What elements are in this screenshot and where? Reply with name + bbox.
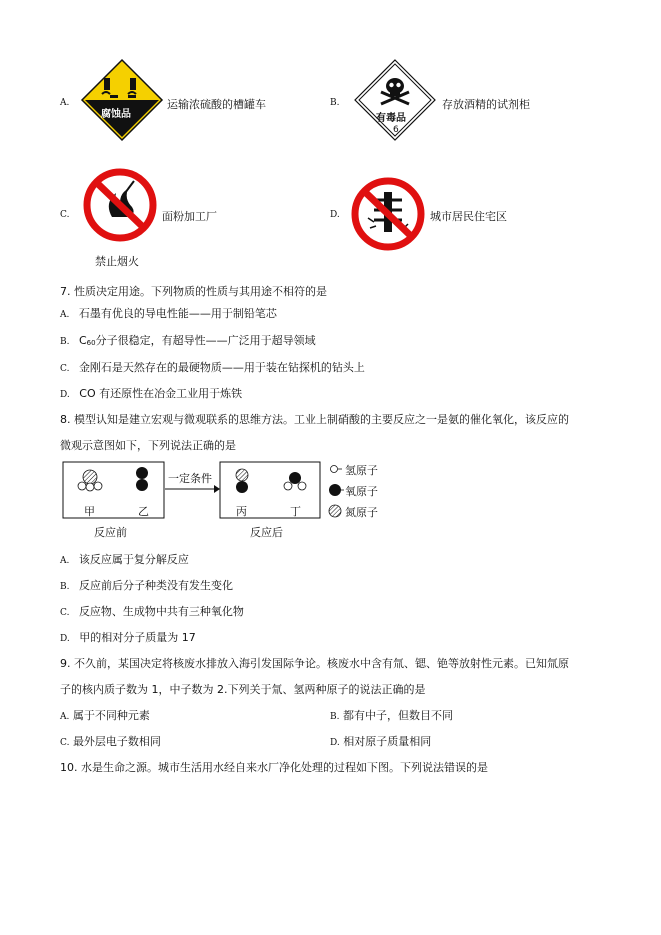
label-ding: 丁 [290, 505, 301, 518]
q9-option-a: A. 属于不同种元素 [60, 709, 150, 722]
q9-option-b: B. 都有中子，但数目不同 [330, 709, 453, 722]
option-text: 存放酒精的试剂柜 [442, 98, 530, 111]
toxic-sign-text: 有毒品 [376, 113, 406, 124]
label-before: 反应前 [94, 526, 127, 539]
q7-option-b: B. $C_{60}$分子很稳定，有超导性——广泛用于超导领域 [60, 334, 316, 347]
question-8-stem-line2: 微观示意图如下，下列说法正确的是 [60, 439, 236, 452]
sign-caption: 禁止烟火 [95, 255, 139, 268]
question-7-stem: 7. 性质决定用途。下列物质的性质与其用途不相符的是 [60, 285, 327, 298]
question-9-stem-line2: 子的核内质子数为 1，中子数为 2.下列关于氚、氢两种原子的说法正确的是 [60, 683, 426, 696]
q8-option-b: B. 反应前后分子种类没有发生变化 [60, 579, 233, 592]
label-jia: 甲 [84, 505, 95, 518]
toxic-sign-number: 6 [393, 125, 399, 135]
option-letter: C. [60, 210, 70, 220]
q7-option-d: D. CO 有还原性在冶金工业用于炼铁 [60, 387, 243, 400]
q7-option-c: C. 金刚石是天然存在的最硬物质——用于装在钻探机的钻头上 [60, 361, 365, 374]
reaction-condition: 一定条件 [168, 472, 212, 485]
atom-legend [328, 461, 408, 521]
no-fire-sign [82, 167, 158, 243]
option-letter: D. [330, 210, 340, 220]
legend-oxygen: 氧原子 [345, 485, 378, 498]
q7-option-a: A. 石墨有优良的导电性能——用于制铅笔芯 [60, 307, 277, 320]
option-letter: A. [60, 98, 70, 108]
q9-option-d: D. 相对原子质量相同 [330, 735, 432, 748]
corrosive-sign [80, 58, 164, 142]
label-bing: 丙 [236, 505, 247, 518]
option-letter: B. [330, 98, 340, 108]
q8-option-c: C. 反应物、生成物中共有三种氧化物 [60, 605, 244, 618]
option-text: 城市居民住宅区 [430, 210, 507, 223]
legend-nitrogen: 氮原子 [345, 506, 378, 519]
legend-hydrogen: 氢原子 [345, 464, 378, 477]
question-9-stem-line1: 9. 不久前，某国决定将核废水排放入海引发国际争论。核废水中含有氚、锶、铯等放射性元素。已知氚原 [60, 657, 569, 670]
q8-option-a: A. 该反应属于复分解反应 [60, 553, 189, 566]
question-8-stem-line1: 8. 模型认知是建立宏观与微观联系的思维方法。工业上制硝酸的主要反应之一是氨的催化氧化，该反应的 [60, 413, 569, 426]
option-text: 面粉加工厂 [162, 210, 217, 223]
no-firecracker-sign [350, 176, 426, 252]
corrosive-sign-text: 腐蚀品 [101, 109, 131, 120]
label-yi: 乙 [138, 505, 149, 518]
option-text: 运输浓硫酸的槽罐车 [167, 98, 266, 111]
question-10-stem: 10. 水是生命之源。城市生活用水经自来水厂净化处理的过程如下图。下列说法错误的是 [60, 761, 488, 774]
q9-option-c: C. 最外层电子数相同 [60, 735, 161, 748]
label-after: 反应后 [250, 526, 283, 539]
q8-option-d: D. 甲的相对分子质量为 17 [60, 631, 196, 644]
